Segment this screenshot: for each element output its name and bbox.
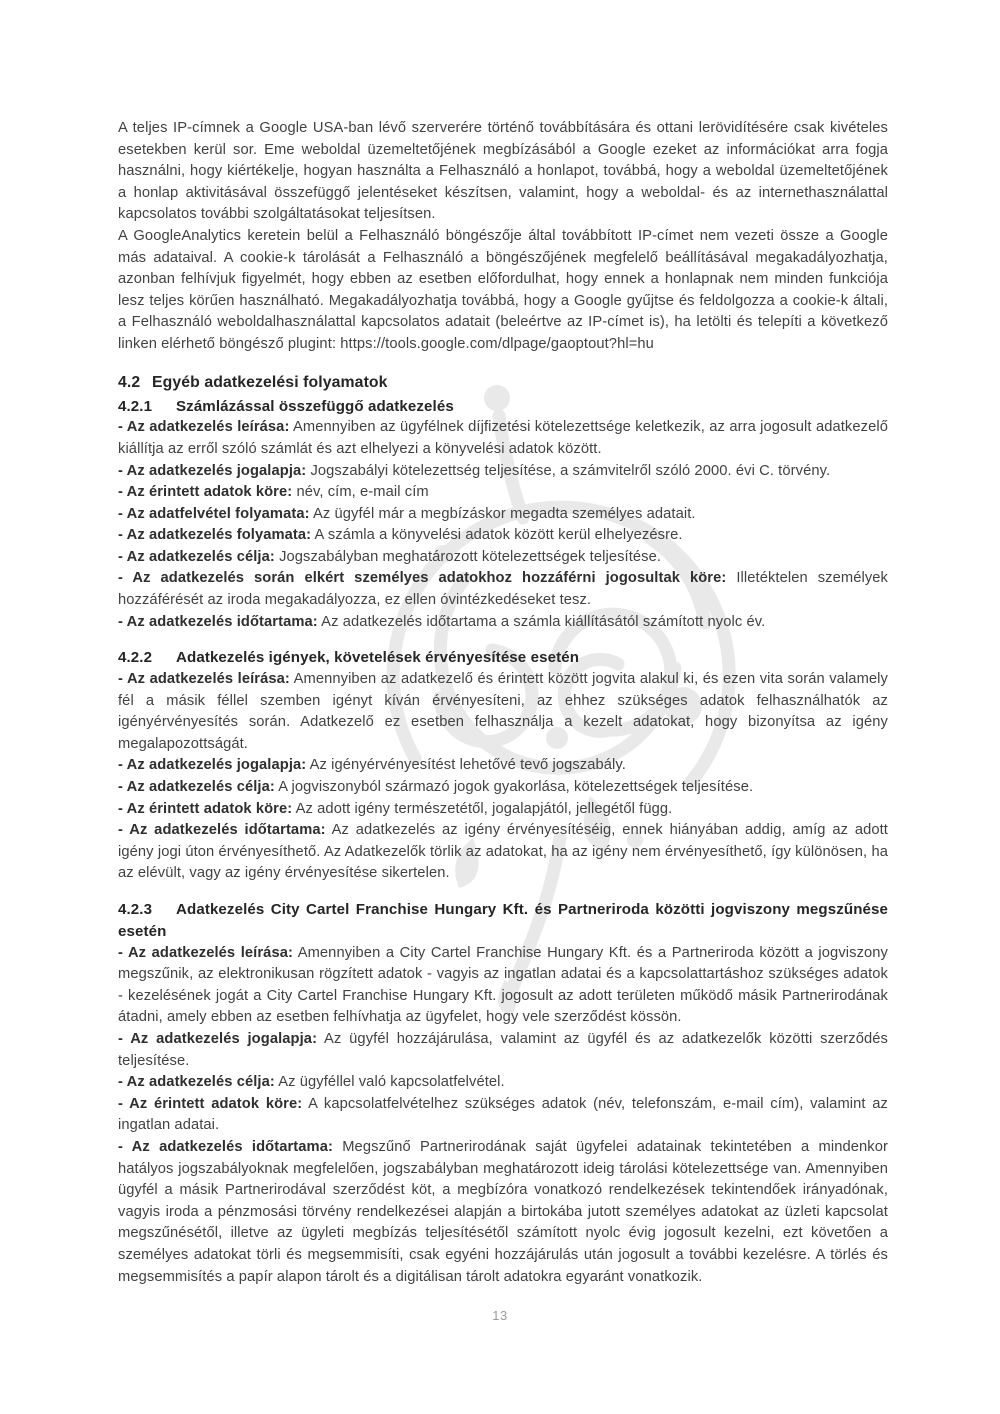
item-label: - Az érintett adatok köre: bbox=[118, 484, 293, 501]
item-text: Az igényérvényesítést lehetővé tevő jogszabály. bbox=[309, 757, 626, 774]
item-text: Amennyiben az ügyfélnek díjfizetési kötelezettsége keletkezik, az arra jogosult adatkezelő kiállítja az erről szóló számlát és azt elhelyezi a könyvelési adatok között. bbox=[118, 419, 888, 457]
item-label: - Az adatkezelés leírása: bbox=[118, 671, 290, 688]
subsection-title: Számlázással összefüggő adatkezelés bbox=[176, 397, 454, 415]
policy-item-duration bbox=[118, 612, 888, 634]
item-label: - Az adatkezelés időtartama: bbox=[118, 822, 326, 839]
policy-item-authorized-persons bbox=[118, 568, 888, 611]
policy-item-purpose bbox=[118, 1072, 888, 1094]
policy-item-processing-process bbox=[118, 525, 888, 547]
item-label: - Az adatkezelés célja: bbox=[118, 1074, 275, 1091]
item-label: - Az adatkezelés jogalapja: bbox=[118, 757, 307, 774]
item-label: - Az adatkezelés folyamata: bbox=[118, 527, 312, 544]
subsection-heading-4-2-1 bbox=[118, 396, 888, 418]
subsection-title: Adatkezelés igények, követelések érvényesítése esetén bbox=[176, 649, 580, 667]
policy-item-legal-basis bbox=[118, 1029, 888, 1072]
item-label: - Az adatfelvétel folyamata: bbox=[118, 505, 310, 522]
subsection-heading-4-2-3 bbox=[118, 899, 888, 943]
item-label: - Az adatkezelés időtartama: bbox=[118, 613, 318, 630]
policy-item-description bbox=[118, 417, 888, 460]
item-text: Amennyiben a City Cartel Franchise Hungary Kft. és a Partneriroda között a jogviszony megszűnik, az elektronikusan rögzített adatok - vagyis az ingatlan adatai és a kapcsolattartáshoz szükséges adatok - kezelésének jogát a City Cartel Franchise Hungary Kft. jogosult az adott területen működő másik Partnerirodának átadni, amely ebben az esetben felhívhatja az ügyfelet, hogy vele szerződést kössön. bbox=[118, 944, 888, 1026]
item-text: név, cím, e-mail cím bbox=[296, 484, 429, 501]
item-text: Amennyiben az adatkezelő és érintett között jogvita alakul ki, és ezen vita során valamely fél a másik féllel szemben igényt kíván érvényesíteni, az ehhez szükséges adatok felhasználhatók az igényérvényesítés során. Adatkezelő ez esetben felhasználja a kezelt adatokat, hogy bizonyítsa az igény megalapozottságát. bbox=[118, 671, 888, 752]
policy-item-legal-basis bbox=[118, 461, 888, 483]
item-text: Jogszabályi kötelezettség teljesítése, a számvitelről szóló 2000. évi C. törvény. bbox=[310, 462, 831, 479]
item-label: - Az adatkezelés célja: bbox=[118, 548, 275, 565]
item-text: A kapcsolatfelvételhez szükséges adatok (név, telefonszám, e-mail cím), valamint az ingatlan adatai. bbox=[118, 1095, 888, 1134]
policy-item-data-scope bbox=[118, 482, 888, 504]
item-label: - Az adatkezelés leírása: bbox=[118, 419, 290, 436]
subsection-number: 4.2.1 bbox=[118, 397, 153, 415]
section-heading-4-2 bbox=[118, 372, 888, 394]
subsection-number: 4.2.2 bbox=[118, 649, 153, 667]
item-text: Megszűnő Partnerirodának saját ügyfelei adatainak tekintetében a mindenkor hatályos jogszabályoknak megfelelően, jogszabályban meghatározott ideig tárolási kötelezettsége van. Amennyiben ügyfél a másik Partnerirodával szerződést köt, a megbízóra vonatkozó rendelkezések tekintendőek irányadónak, vagyis iroda a pénzmosási törvény rendelkezései alapján a birtokába jutott személyes adatokat az üzleti kapcsolat megszűnésétől, illetve az ügyleti megbízás teljesítésétől számított nyolc évig jogosult kezelni, ezt követően a személyes adatokat törli és megsemmisíti, csak egyéni hozzájárulás után jogosult a további kezelésre. A törlés és megsemmisítés a papír alapon tárolt és a digitálisan tárolt adatokra egyaránt vonatkozik. bbox=[118, 1138, 888, 1285]
item-text: Az ügyfél hozzájárulása, valamint az ügyfél és az adatkezelők közötti szerződés teljesítése. bbox=[118, 1030, 888, 1069]
item-label: - Az adatkezelés leírása: bbox=[118, 944, 293, 961]
page-number: 13 bbox=[492, 1308, 508, 1323]
policy-item-data-collection-process bbox=[118, 504, 888, 526]
policy-item-data-scope bbox=[118, 1094, 888, 1137]
gaoptout-plugin-link[interactable]: https://tools.google.com/dlpage/gaoptout?hl=hu bbox=[340, 335, 654, 352]
item-label: - Az érintett adatok köre: bbox=[118, 1095, 303, 1112]
item-label: - Az adatkezelés jogalapja: bbox=[118, 462, 307, 479]
item-label: - Az adatkezelés jogalapja: bbox=[118, 1030, 318, 1047]
item-label: - Az adatkezelés során elkért személyes adatokhoz hozzáférni jogosultak köre: bbox=[118, 570, 727, 587]
policy-item-data-scope bbox=[118, 799, 888, 821]
intro-paragraph-google-analytics bbox=[118, 226, 888, 356]
paragraph-text: A GoogleAnalytics keretein belül a Felhasználó böngészője által továbbított IP-címet nem vezeti össze a Google más adataival. A cookie-k tárolását a Felhasználó a böngészőjének megfelelő beállításával megakadályozhatja, azonban felhívjuk figyelmét, hogy ebben az esetben előfordulhat, hogy ennek a honlapnak nem minden funkciója lesz teljes körűen használható. Megakadályozhatja továbbá, hogy a Google gyűjtse és feldolgozza a cookie-k általi, a Felhasználó weboldalhasználattal kapcsolatos adatait (beleértve az IP-címet is), ha letölti és telepíti a következő linken elérhető böngésző plugint: bbox=[118, 227, 888, 352]
item-label: - Az érintett adatok köre: bbox=[118, 800, 293, 817]
item-text: Az ügyfél már a megbízáskor megadta személyes adatait. bbox=[313, 505, 696, 522]
policy-item-duration bbox=[118, 1137, 888, 1288]
policy-item-purpose bbox=[118, 547, 888, 569]
subsection-heading-4-2-2 bbox=[118, 647, 888, 669]
subsection-number: 4.2.3 bbox=[118, 901, 153, 918]
item-text: Az adatkezelés az igény érvényesítéséig, ennek hiányában addig, amíg az adott igény jogi úton érvényesíthető. Az Adatkezelők törlik az adatokat, ha az igény nem érvényesíthető, így különösen, ha az elévült, vagy az igény érvényesítése sikertelen. bbox=[118, 822, 888, 882]
item-text: A jogviszonyból származó jogok gyakorlása, kötelezettségek teljesítése. bbox=[278, 779, 754, 796]
policy-item-purpose bbox=[118, 777, 888, 799]
intro-paragraph-ip-forwarding bbox=[118, 118, 888, 226]
item-label: - Az adatkezelés célja: bbox=[118, 779, 275, 796]
policy-item-duration bbox=[118, 820, 888, 885]
item-text: A számla a könyvelési adatok között kerül elhelyezésre. bbox=[314, 527, 683, 544]
item-text: Az adott igény természetétől, jogalapjától, jellegétől függ. bbox=[295, 800, 673, 817]
policy-item-legal-basis bbox=[118, 755, 888, 777]
item-text: Az ügyféllel való kapcsolatfelvétel. bbox=[278, 1074, 505, 1091]
item-text: Jogszabályban meghatározott kötelezettségek teljesítése. bbox=[279, 548, 662, 565]
section-title: Egyéb adatkezelési folyamatok bbox=[152, 373, 388, 391]
item-label: - Az adatkezelés időtartama: bbox=[118, 1138, 333, 1155]
policy-item-description bbox=[118, 669, 888, 755]
paragraph-text: A teljes IP-címnek a Google USA-ban lévő szerverére történő továbbítására és ottani lerövidítésére csak kivételes esetekben kerül sor. Eme weboldal üzemeltetőjének megbízásából a Google ezeket az információkat arra fogja használni, hogy kiértékelje, hogyan használta a Felhasználó a honlapot, továbbá, hogy a weboldal üzemeltetőjének a honlap aktivitásával összefüggő jelentéseket készítsen, valamint, hogy a weboldal- és az internethasználattal kapcsolatos további szolgáltatásokat teljesítsen. bbox=[118, 120, 888, 223]
policy-item-description bbox=[118, 943, 888, 1029]
section-number: 4.2 bbox=[118, 373, 141, 391]
item-text: Az adatkezelés időtartama a számla kiállításától számított nyolc év. bbox=[321, 613, 766, 630]
item-text: Illetéktelen személyek hozzáférését az iroda megakadályozza, ez ellen óvintézkedéseket tesz. bbox=[118, 570, 888, 609]
subsection-title: Adatkezelés City Cartel Franchise Hungary Kft. és Partneriroda közötti jogviszony megszűnése esetén bbox=[118, 901, 888, 940]
